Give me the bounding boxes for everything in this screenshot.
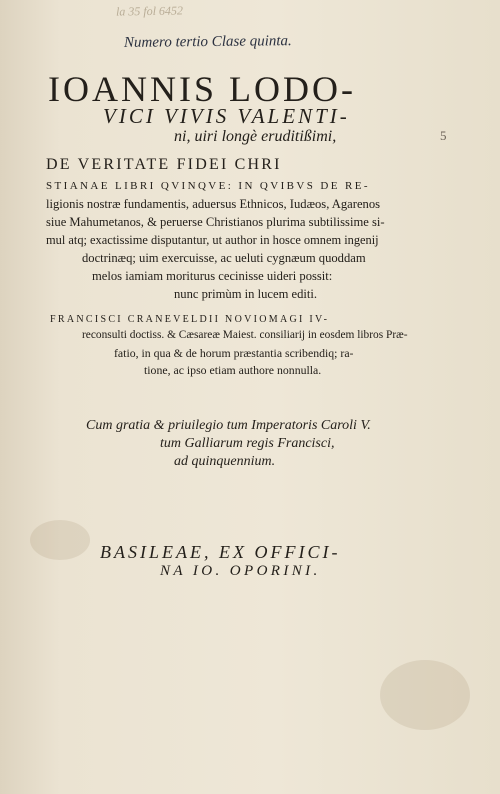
subtitle-line: siue Mahumetanos, & peruerse Christianos plurima subtilissime si- — [46, 215, 385, 229]
subtitle-line: ligionis nostræ fundamentis, aduersus Ethnicos, Iudæos, Agarenos — [46, 197, 381, 211]
imprint-line: NA IO. OPORINI. — [160, 563, 321, 579]
subtitle-line: mul atq; exactissime disputantur, ut author in hosce omnem ingenij — [46, 233, 379, 247]
preface-line: tione, ac ipso etiam authore nonnulla. — [144, 363, 322, 377]
preface-line: reconsulti doctiss. & Cæsareæ Maiest. consiliarij in eosdem libros Præ- — [82, 329, 408, 341]
preface-line: fatio, in qua & de horum præstantia scribendiq; ra- — [114, 346, 354, 360]
handwritten-inscription: Numero tertio Clase quinta. — [123, 33, 292, 51]
margin-mark: 5 — [440, 128, 447, 143]
subtitle-line: melos iamiam moriturus cecinisse uideri possit: — [92, 269, 333, 283]
subtitle-line: DE VERITATE FIDEI CHRI — [46, 156, 282, 173]
faded-handwritten-note: la 35 fol 6452 — [115, 3, 184, 19]
title-line-3: ni, uiri longè eruditißimi, — [174, 128, 337, 145]
title-line-2: VICI VIVIS VALENTI- — [103, 104, 350, 128]
subtitle-line: nunc primùm in lucem editi. — [174, 287, 318, 301]
paper-stain — [30, 520, 90, 560]
preface-line: FRANCISCI CRANEVELDII NOVIOMAGI IV- — [50, 314, 330, 325]
privilege-line: tum Galliarum regis Francisci, — [160, 436, 335, 451]
paper-stain — [380, 660, 470, 730]
subtitle-line: doctrinæq; uim exercuisse, ac ueluti cygnæum quoddam — [82, 251, 366, 265]
subtitle-line: STIANAE LIBRI QVINQVE: IN QVIBVS DE RE- — [46, 180, 370, 192]
imprint-line: BASILEAE, EX OFFICI- — [100, 542, 341, 562]
privilege-line: Cum gratia & priuilegio tum Imperatoris Caroli V. — [86, 418, 371, 433]
privilege-line: ad quinquennium. — [174, 454, 276, 469]
title-line-1: IOANNIS LODO- — [48, 69, 356, 109]
